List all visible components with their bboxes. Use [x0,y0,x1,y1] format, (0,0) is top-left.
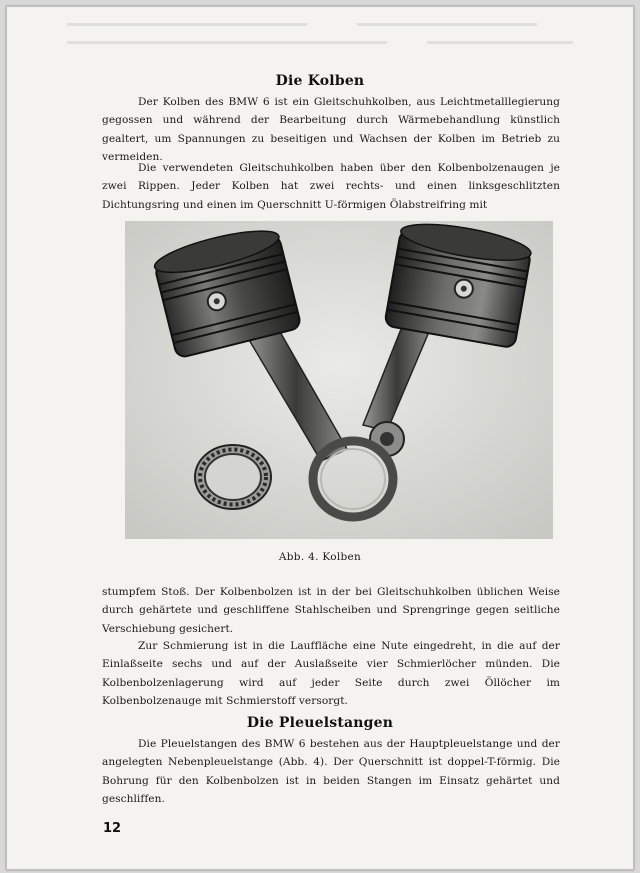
pistons-illustration [125,221,553,539]
heading-pleuelstangen: Die Pleuelstangen [246,715,394,731]
right-piston [384,221,533,348]
figure-photo-pistons [125,221,553,539]
paragraph-schmierung: Zur Schmierung ist in die Lauffläche eine Nute eingedreht, in die auf der Einlaßseite sechs und auf der Auslaßseite vier Schmierlöcher münden. Die Kolbenbolzenlagerung wird auf jeder Seite durch zwei Öllöcher im Kolbenbolzenauge mit Schmierstoff versorgt. [102,640,560,707]
page-number: 12 [103,821,122,836]
paragraph-pleuelstangen: Die Pleuelstangen des BMW 6 bestehen aus der Hauptpleuelstange und der angelegten Nebenpleuelstange (Abb. 4). Der Querschnitt ist doppel-T-förmig. Die Bohrung für den Kolbenbolzen ist in beiden Stangen im Einsatz gehärtet und geschliffen. [102,738,560,805]
bearing-ring [195,445,271,509]
heading-kolben: Die Kolben [275,73,365,89]
paragraph-gleitschuhkolben: Die verwendeten Gleitschuhkolben haben über den Kolbenbolzenaugen je zwei Rippen. Jeder Kolben hat zwei rechts- und einen linksgeschlitzten Dichtungsring und einen im Querschnitt U-förmigen Ölabstreifring mit [102,162,560,211]
document-page [6,6,634,870]
figure-caption: Abb. 4. Kolben [278,551,362,563]
bleed-through-text [67,19,573,59]
paragraph-kolben-intro: Der Kolben des BMW 6 ist ein Gleitschuhkolben, aus Leichtmetalllegierung gegossen und während der Bearbeitung durch Wärmebehandlung künstlich gealtert, um Spannungen zu beseitigen und Wachsen der Kolben im Betrieb zu vermeiden. [102,96,560,163]
paragraph-stumpfem-stoss: stumpfem Stoß. Der Kolbenbolzen ist in der bei Gleitschuhkolben üblichen Weise durch gehärtete und geschliffene Stahlscheiben und Sprengringe gegen seitliche Verschiebung gesichert. [102,586,560,635]
